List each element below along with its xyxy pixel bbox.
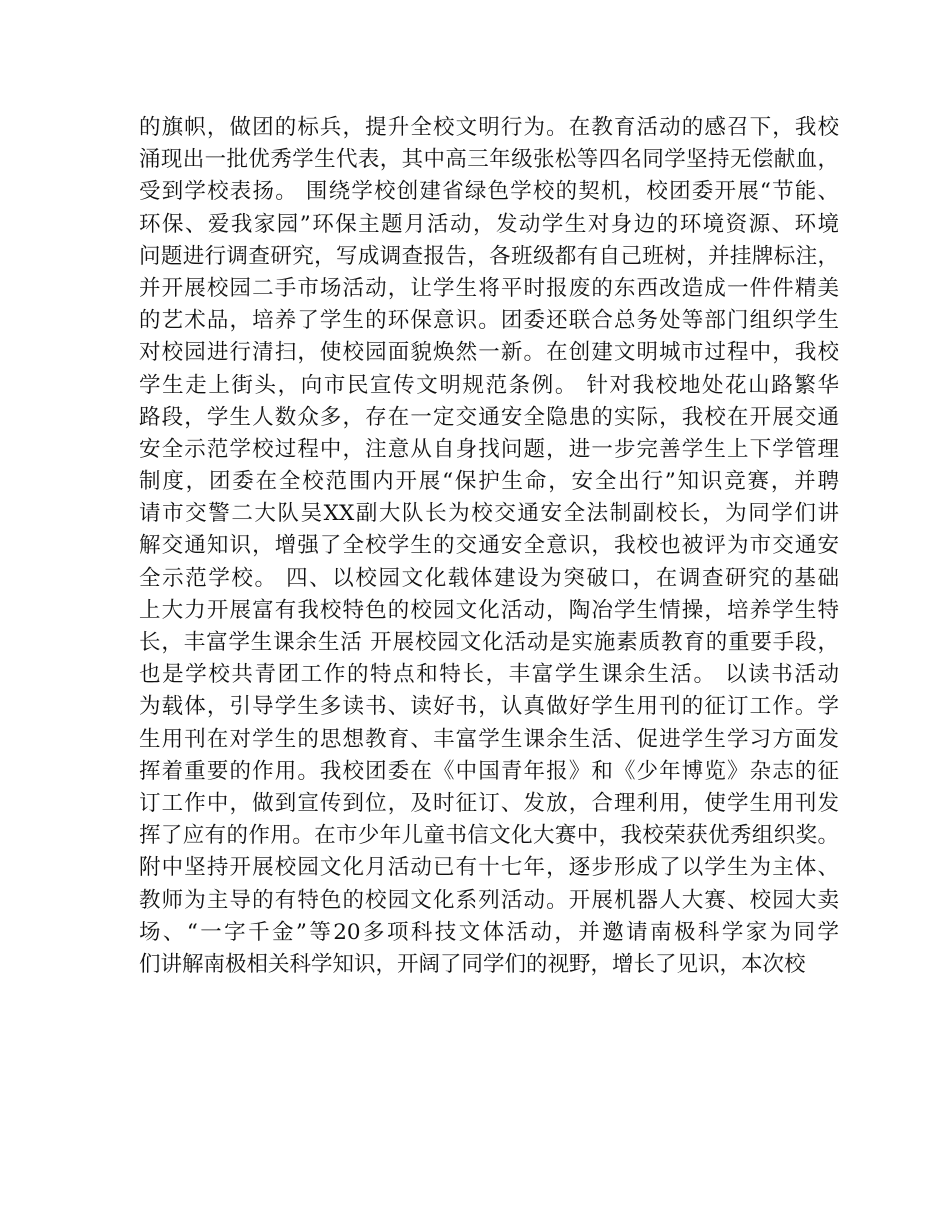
text-line: 的艺术品，培养了学生的环保意识。团委还联合总务处等部门组织学生 — [139, 308, 839, 334]
text-line: 解交通知识，增强了全校学生的交通安全意识，我校也被评为市交通安 — [139, 533, 839, 559]
text-line: 环保、爱我家园”环保主题月活动，发动学生对身边的环境资源、环境 — [139, 211, 839, 237]
body-text — [139, 112, 839, 981]
text-line: 学生走上街头，向市民宣传文明规范条例。 针对我校地处花山路繁华 — [139, 372, 839, 398]
text-line: 附中坚持开展校园文化月活动已有十七年，逐步形成了以学生为主体、 — [139, 855, 839, 881]
text-line: 也是学校共青团工作的特点和特长，丰富学生课余生活。 以读书活动 — [139, 662, 839, 688]
text-line: 并开展校园二手市场活动，让学生将平时报废的东西改造成一件件精美 — [139, 275, 839, 301]
text-line: 们讲解南极相关科学知识，开阔了同学们的视野，增长了见识，本次校 — [139, 951, 806, 977]
text-line: 制度，团委在全校范围内开展“保护生命，安全出行”知识竞赛，并聘 — [139, 469, 839, 495]
text-line: 订工作中，做到宣传到位，及时征订、发放，合理利用，使学生用刊发 — [139, 790, 839, 816]
text-line: 请市交警二大队吴XX副大队长为校交通安全法制副校长，为同学们讲 — [139, 501, 839, 527]
text-line: 问题进行调查研究，写成调查报告，各班级都有自己班树，并挂牌标注， — [139, 243, 839, 269]
text-line: 上大力开展富有我校特色的校园文化活动，陶冶学生情操，培养学生特 — [139, 597, 839, 623]
text-line: 路段，学生人数众多，存在一定交通安全隐患的实际，我校在开展交通 — [139, 404, 839, 430]
text-line: 挥着重要的作用。我校团委在《中国青年报》和《少年博览》杂志的征 — [139, 758, 839, 784]
text-line: 教师为主导的有特色的校园文化系列活动。开展机器人大赛、校园大卖 — [139, 887, 839, 913]
text-line: 受到学校表扬。 围绕学校创建省绿色学校的契机，校团委开展“节能、 — [139, 179, 839, 205]
text-line: 安全示范学校过程中，注意从自身找问题，进一步完善学生上下学管理 — [139, 436, 839, 462]
text-line: 涌现出一批优秀学生代表，其中高三年级张松等四名同学坚持无偿献血， — [139, 147, 839, 173]
text-line: 的旗帜，做团的标兵，提升全校文明行为。在教育活动的感召下，我校 — [139, 115, 839, 140]
text-line: 全示范学校。 四、以校园文化载体建设为突破口，在调查研究的基础 — [139, 565, 839, 591]
text-line: 挥了应有的作用。在市少年儿童书信文化大赛中，我校荣获优秀组织奖。 — [139, 823, 839, 849]
text-line: 生用刊在对学生的思想教育、丰富学生课余生活、促进学生学习方面发 — [139, 726, 839, 752]
text-line: 长，丰富学生课余生活 开展校园文化活动是实施素质教育的重要手段， — [139, 630, 839, 655]
text-line: 对校园进行清扫，使校园面貌焕然一新。在创建文明城市过程中，我校 — [139, 340, 839, 366]
text-line: 场、“一字千金”等20多项科技文体活动，并邀请南极科学家为同学 — [139, 919, 839, 945]
text-line: 为载体，引导学生多读书、读好书，认真做好学生用刊的征订工作。学 — [139, 694, 839, 720]
